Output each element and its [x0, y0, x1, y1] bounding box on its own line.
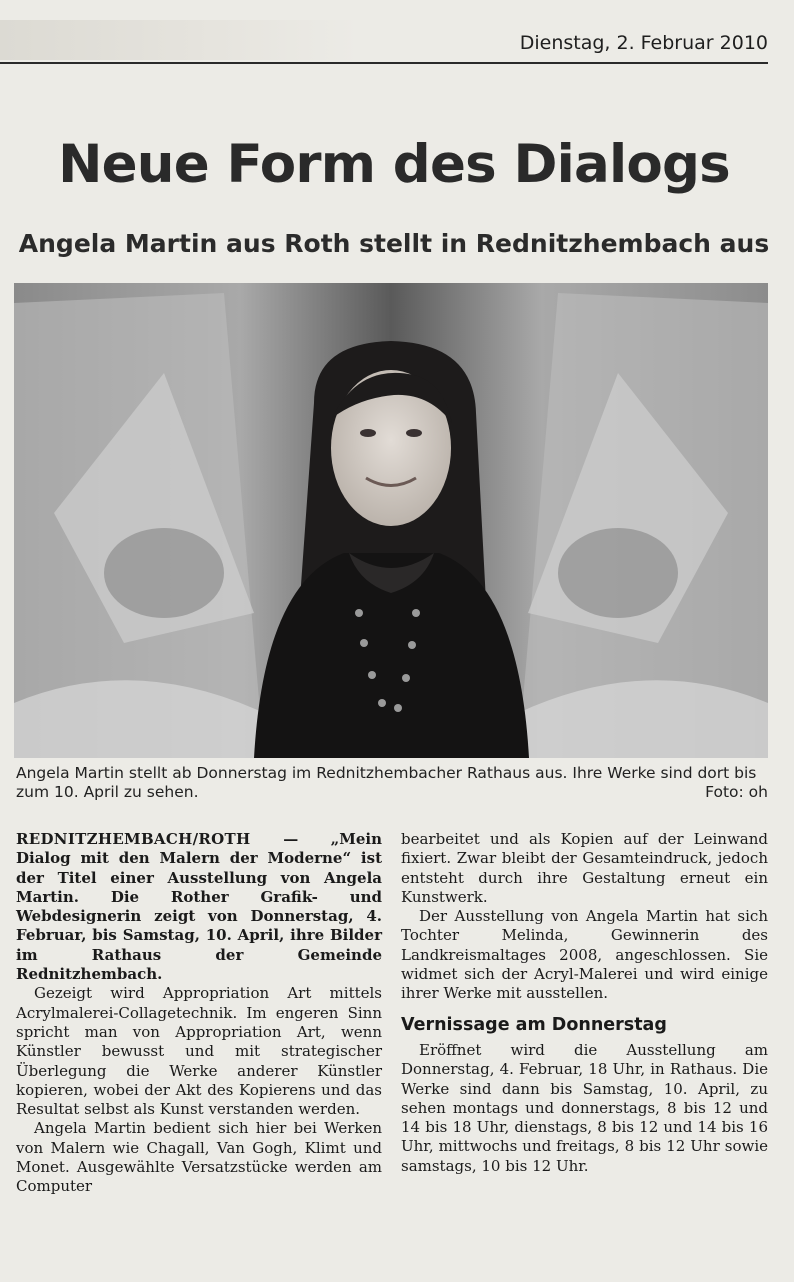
article-photo: [14, 283, 768, 758]
headline: Neue Form des Dialogs: [58, 134, 730, 195]
header-rule: [0, 62, 768, 64]
photo-illustration: [14, 283, 768, 758]
dateline: REDNITZHEMBACH/ROTH —: [16, 830, 299, 848]
section-subhead: Vernissage am Donnerstag: [401, 1014, 667, 1035]
subheadline: Angela Martin aus Roth stellt in Rednitzhembach aus: [18, 229, 770, 258]
paragraph-1: Gezeigt wird Appropriation Art mittels Acrylmalerei-Collagetechnik. Im engeren Sinn spricht man von Appropriation Art, wenn Künstler bewusst und mit strategischer Überlegung die Werke anderer Künstler kopieren, wobei der Akt des Kopierens und das Resultat selbst als Kunst verstanden werden.: [16, 984, 382, 1119]
lead-text: „Mein Dialog mit den Malern der Moderne“ ist der Titel einer Ausstellung von Angela Martin. Die Rother Grafik- und Webdesignerin zeigt von Donnerstag, 4. Februar, bis Samstag, 10. April, ihre Bilder im Rathaus der Gemeinde Rednitzhembach.: [16, 830, 382, 984]
article-column-left: [16, 830, 382, 1197]
paragraph-3: Der Ausstellung von Angela Martin hat sich Tochter Melinda, Gewinnerin des Landkreismaltages 2008, angeschlossen. Sie widmet sich der Acryl-Malerei und wird einige ihrer Werke mit ausstellen.: [401, 907, 768, 1003]
paragraph-4: Eröffnet wird die Ausstellung am Donnerstag, 4. Februar, 18 Uhr, in Rathaus. Die Werke sind dann bis Samstag, 10. April, zu sehen montags und donnerstags, 8 bis 12 und 14 bis 18 Uhr, dienstags, 8 bis 12 und 14 bis 16 Uhr, mittwochs und freitags, 8 bis 12 Uhr sowie samstags, 10 bis 12 Uhr.: [401, 1040, 768, 1175]
paragraph-2: Angela Martin bedient sich hier bei Werken von Malern wie Chagall, Van Gogh, Klimt und Monet. Ausgewählte Versatzstücke werden am Computer: [16, 1119, 382, 1196]
article-lead: [16, 830, 382, 984]
article-column-right: [401, 830, 768, 1176]
publication-date: Dienstag, 2. Februar 2010: [519, 32, 768, 54]
photo-caption: [16, 764, 768, 802]
paragraph-2-continued: bearbeitet und als Kopien auf der Leinwand fixiert. Zwar bleibt der Gesamteindruck, jedoch entsteht durch ihre Gestaltung erneut ein Kunstwerk.: [401, 830, 768, 906]
caption-text: Angela Martin stellt ab Donnerstag im Rednitzhembacher Rathaus aus. Ihre Werke sind dort bis zum 10. April zu sehen.: [16, 764, 757, 801]
photo-credit: Foto: oh: [705, 783, 768, 801]
masthead-remnant: [0, 20, 360, 60]
